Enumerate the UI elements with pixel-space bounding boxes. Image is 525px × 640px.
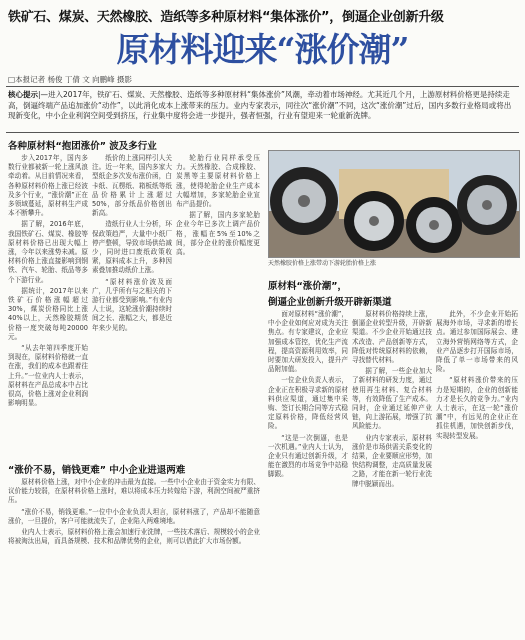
section-title-3-line1: 原材料“涨价潮”， [268, 281, 347, 292]
section-title-3-line2: 倒逼企业创新升级开辟新渠道 [268, 297, 392, 308]
paragraph: 据了解，国内多家轮胎企业今年已多次上调产品价格，涨幅在5%至10%之间，部分企业的涨价幅度更高。 [176, 211, 260, 257]
paragraph: 此外，不少企业开始拓展海外市场，寻求新的增长点。通过参加国际展会、建立海外营销网络等方式，企业产品逐步打开国际市场，降低了单一市场带来的风险。 [436, 310, 518, 374]
byline: □本报记者 杨俊 丁倩 文 向鹏峰 摄影 [8, 75, 133, 84]
paragraph: 业内人士表示，原材料价格上涨会加速行业洗牌，一些技术落后、规模较小的企业将被淘汰出局，而具备规模、技术和品牌优势的企业，则可以借此扩大市场份额。 [8, 528, 260, 546]
paragraph: 据了解，一些企业加大了新材料的研发力度，通过使用再生材料、复合材料等，有效降低了生产成本。同时，企业通过延伸产业链，向上游拓展，增强了抗风险能力。 [352, 367, 432, 431]
tire-photo [268, 150, 520, 258]
divider [6, 86, 519, 87]
lead-label: 核心提示 [8, 90, 38, 99]
photo-caption: 天然橡胶价格上涨带动下游轮胎价格上涨 [268, 260, 377, 267]
divider [6, 132, 519, 133]
paragraph: “原材料涨价带来的压力是短期的，企业的创新能力才是长久的竞争力。”业内人士表示，在这一轮“涨价潮”中，有远见的企业正在抓住机遇，加快创新步伐，实现转型发展。 [436, 376, 518, 440]
paragraph: 轮胎行业同样承受压力。天然橡胶、合成橡胶、炭黑等主要原材料价格上涨，使得轮胎企业生产成本大幅增加，多家轮胎企业宣布产品提价。 [176, 154, 260, 209]
paragraph: “这是一次倒逼，也是一次机遇。”业内人士认为，企业只有通过创新升级，才能在激烈的市场竞争中站稳脚跟。 [268, 433, 348, 479]
section-title-3 [268, 278, 518, 308]
paragraph: 业内专家表示，原材料涨价是市场供需关系变化的结果，企业要顺应形势，加快结构调整，走高质量发展之路，才能在新一轮行业洗牌中脱颖而出。 [352, 433, 432, 488]
section-title-2: “涨价不易，销钱更难” 中小企业进退两难 [8, 465, 186, 476]
lead-paragraph [8, 90, 518, 122]
column-1 [8, 154, 88, 454]
headline: 原材料迎来“涨价潮” [116, 30, 409, 69]
paragraph: 面对原材料“涨价潮”，中小企业如何应对成为关注焦点。有专家建议，企业应加强成本管控，优化生产流程，提高资源利用效率，同时要加大研发投入，提升产品附加值。 [268, 310, 348, 374]
column-4 [8, 478, 260, 634]
column-5 [268, 310, 348, 634]
column-6 [352, 310, 432, 634]
kicker: 铁矿石、煤炭、天然橡胶、造纸等多种原材料“集体涨价”，倒逼企业创新升级 [8, 10, 444, 25]
paragraph: 据统计，2017年以来铁矿石价格涨幅超过30%，煤炭价格同比上涨40%以上，天然橡胶期货价格一度突破每吨20000元。 [8, 286, 88, 341]
paragraph: “涨价不易，销钱更难。”一位中小企业负责人坦言，原材料涨了，产品却不能随意涨价，一旦提价，客户可能就流失了，企业陷入两难境地。 [8, 507, 260, 525]
tire-wheels-image [269, 151, 519, 257]
paragraph: 据了解，2016年底，我国铁矿石、煤炭、橡胶等原材料价格已出现大幅上涨，今年以来涨势未减。原材料价格上涨直接影响到钢铁、汽车、轮胎、纸品等多个下游行业。 [8, 220, 88, 284]
paragraph: 原材料价格上涨，对中小企业的冲击最为直接。一些中小企业由于资金实力有限、议价能力较弱，在原材料价格上涨时，难以将成本压力转嫁给下游，利润空间被严重挤压。 [8, 478, 260, 505]
column-3 [176, 154, 260, 454]
paragraph: “原材料涨价波及面广，几乎所有与之相关的下游行业都受到影响。”有业内人士说，这轮涨价潮持续时间之长、涨幅之大，都是近年来少见的。 [92, 277, 172, 332]
paragraph: 纸价的上涨同样引人关注。近一年来，国内多家大型纸企多次发布涨价函，白卡纸、瓦楞纸、箱板纸等纸品价格累计上涨超过50%，部分纸品价格创出新高。 [92, 154, 172, 218]
section-title-1: 各种原材料“抱团涨价” 波及多行业 [8, 141, 157, 152]
paragraph: 步入2017年，国内多数行业都被新一轮上涨风浪牵动着。从目前情况来看，各种原材料价格上涨已经波及多个行业，“涨价潮”正在多领域蔓延，原材料生产成本不断攀升。 [8, 154, 88, 218]
paragraph: “从去年第四季度开始到现在，原材料价格就一直在涨，我们的成本也跟着往上升。”一位业内人士表示，原材料在产品总成本中占比很高，价格上涨对企业利润影响明显。 [8, 344, 88, 408]
paragraph: 一位企业负责人表示，企业正在积极寻求新的原材料供应渠道，通过集中采购、签订长期合同等方式稳定原料价格，降低经营风险。 [268, 376, 348, 431]
paragraph: 原材料价格持续上涨，倒逼企业转型升级，开辟新渠道。不少企业开始通过技术改造、产品创新等方式，降低对传统原材料的依赖，寻找替代材料。 [352, 310, 432, 365]
paragraph: 造纸行业人士分析，环保政策趋严，大量中小纸厂停产整顿，导致市场供给减少，同时进口废纸政策收紧，原料成本上升，多种因素叠加推动纸价上涨。 [92, 220, 172, 275]
column-2 [92, 154, 172, 454]
column-7 [436, 310, 518, 634]
lead-text: |—进入2017年，铁矿石、煤炭、天然橡胶、造纸等多种原材料“集体涨价”风潮，牵动着市场神经。尤其近几个月，上游原材料价格更是持续走高，倒逼终端产品追加涨价“动作”，以此消化成本上涨带来的压力。业内专家表示，同往次“涨价潮”不同，这次“涨价潮”过后，国内多数行业格局或将出现新变化，中小企业利润空间受到挤压，行业集中度将会进一步提升，强者恒强，行业有望迎来一轮重新洗牌。 [8, 90, 512, 120]
